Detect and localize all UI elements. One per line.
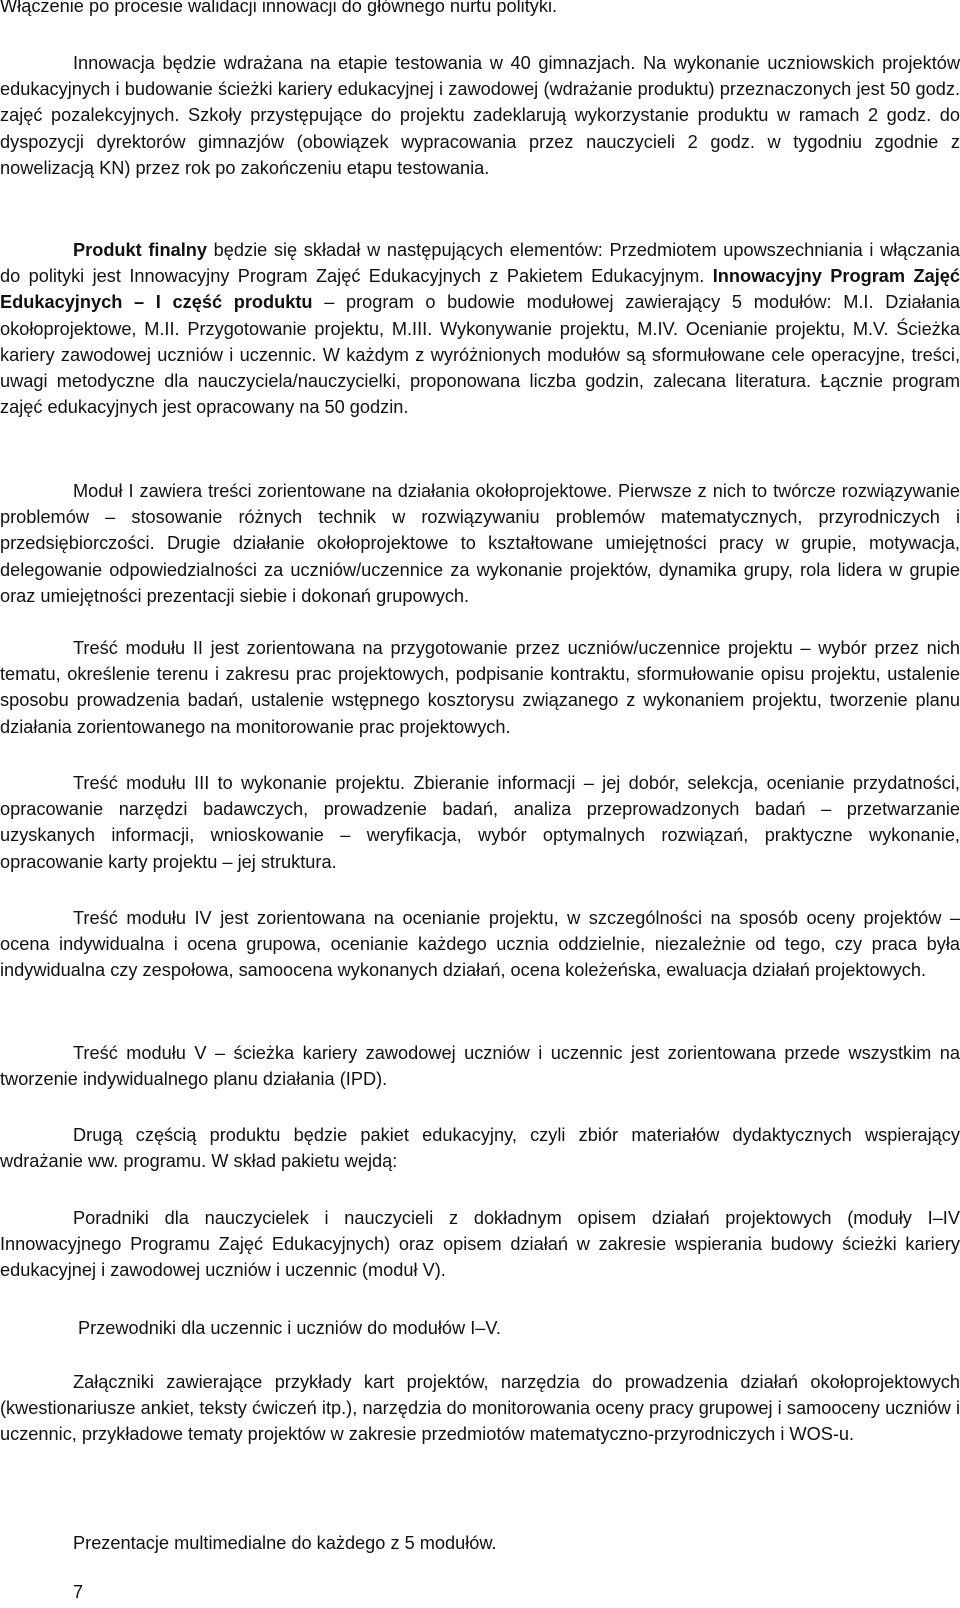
- paragraph-module-1: Moduł I zawiera treści zorientowane na działania okołoprojektowe. Pierwsze z nich to twórcze rozwiązywanie problemów – stosowanie różnych technik w rozwiązywaniu problemów matematycznych, przyrodniczych i przedsiębiorczości. Drugie działanie okołoprojektowe to kształtowane umiejętności pracy w grupie, motywacja, delegowanie odpowiedzialności za uczniów/uczennice za wykonanie projektów, dynamika grupy, rola lidera w grupie oraz umiejętności prezentacji siebie i dokonań grupowych.: [0, 481, 960, 606]
- paragraph-testing-stage: Innowacja będzie wdrażana na etapie testowania w 40 gimnazjach. Na wykonanie uczniowskich projektów edukacyjnych i budowanie ścieżki kariery edukacyjnej i zawodowej (wdrażanie produktu) przeznaczonych jest 50 godz. zajęć pozalekcyjnych. Szkoły przystępujące do projektu zadeklarują wykorzystanie produktu w ramach 2 godz. do dyspozycji dyrektorów gimnazjów (obowiązek wypracowania przez nauczycieli 2 godz. w tygodniu zgodnie z nowelizacją KN) przez rok po zakończeniu etapu testowania.: [0, 53, 960, 178]
- paragraph-teacher-guides: Poradniki dla nauczycielek i nauczycieli z dokładnym opisem działań projektowych (moduły I–IV Innowacyjnego Programu Zajęć Edukacyjnych) oraz opisem działań w zakresie wspierania budowy ścieżki kariery edukacyjnej i zawodowej uczniów i uczennic (moduł V).: [0, 1208, 960, 1281]
- page-number: 7: [73, 1582, 84, 1602]
- paragraph-module-2: Treść modułu II jest zorientowana na przygotowanie przez uczniów/uczennice projektu – wybór przez nich tematu, określenie terenu i zakresu prac projektowych, podpisanie kontraktu, sformułowanie opisu projektu, ustalenie sposobu prowadzenia badań, ustalenie wstępnego kosztorysu związanego z wykonaniem projektu, tworzenie planu działania zorientowanego na monitorowanie prac projektowych.: [0, 638, 960, 737]
- paragraph-final-product: [0, 237, 960, 420]
- bold-program-part-one: Innowacyjny Program Zajęć Edukacyjnych – I część produktu: [0, 266, 960, 313]
- paragraph-educational-package: Drugą częścią produktu będzie pakiet edukacyjny, czyli zbiór materiałów dydaktycznych wspierający wdrażanie ww. programu. W skład pakietu wejdą:: [0, 1125, 960, 1172]
- paragraph-module-3: Treść modułu III to wykonanie projektu. Zbieranie informacji – jej dobór, selekcja, ocenianie przydatności, opracowanie narzędzi badawczych, prowadzenie badań, analiza przeprowadzonych badań – przetwarzanie uzyskanych informacji, wnioskowanie – weryfikacja, wybór optymalnych rozwiązań, praktyczne wykonanie, opracowanie karty projektu – jej struktura.: [0, 773, 960, 872]
- paragraph-student-guides: Przewodniki dla uczennic i uczniów do modułów I–V.: [78, 1318, 501, 1338]
- paragraph-policy-integration: Włączenie po procesie walidacji innowacji do głównego nurtu polityki.: [0, 0, 558, 16]
- paragraph-presentations: Prezentacje multimedialne do każdego z 5 modułów.: [73, 1533, 497, 1553]
- text-final-product-2: – program o budowie modułowej zawierający 5 modułów: M.I. Działania okołoprojektowe, M.II. Przygotowanie projektu, M.III. Wykonywanie projektu, M.IV. Ocenianie projektu, M.V. Ścieżka kariery zawodowej uczniów i uczennic. W każdym z wyróżnionych modułów są sformułowane cele operacyjne, treści, uwagi metodyczne dla nauczyciela/nauczycielki, proponowana liczba godzin, zalecana literatura. Łącznie program zajęć edukacyjnych jest opracowany na 50 godzin.: [0, 292, 960, 418]
- bold-final-product: Produkt finalny: [73, 240, 207, 260]
- paragraph-module-4: Treść modułu IV jest zorientowana na ocenianie projektu, w szczególności na sposób oceny projektów – ocena indywidualna i ocena grupowa, ocenianie każdego ucznia oddzielnie, niezależnie od tego, czy praca była indywidualna czy zespołowa, samoocena wykonanych działań, ocena koleżeńska, ewaluacja działań projektowych.: [0, 908, 960, 981]
- paragraph-module-5: Treść modułu V – ścieżka kariery zawodowej uczniów i uczennic jest zorientowana przede wszystkim na tworzenie indywidualnego planu działania (IPD).: [0, 1043, 960, 1090]
- paragraph-attachments: Załączniki zawierające przykłady kart projektów, narzędzia do prowadzenia działań okołoprojektowych (kwestionariusze ankiet, teksty ćwiczeń itp.), narzędzia do monitorowania oceny pracy grupowej i samooceny uczniów i uczennic, przykładowe tematy projektów w zakresie przedmiotów matematyczno-przyrodniczych i WOS-u.: [0, 1372, 960, 1445]
- text-final-product-1: będzie się składał w następujących elementów: Przedmiotem upowszechniania i włączania do polityki jest Innowacyjny Program Zajęć Edukacyjnych z Pakietem Edukacyjnym.: [0, 240, 960, 287]
